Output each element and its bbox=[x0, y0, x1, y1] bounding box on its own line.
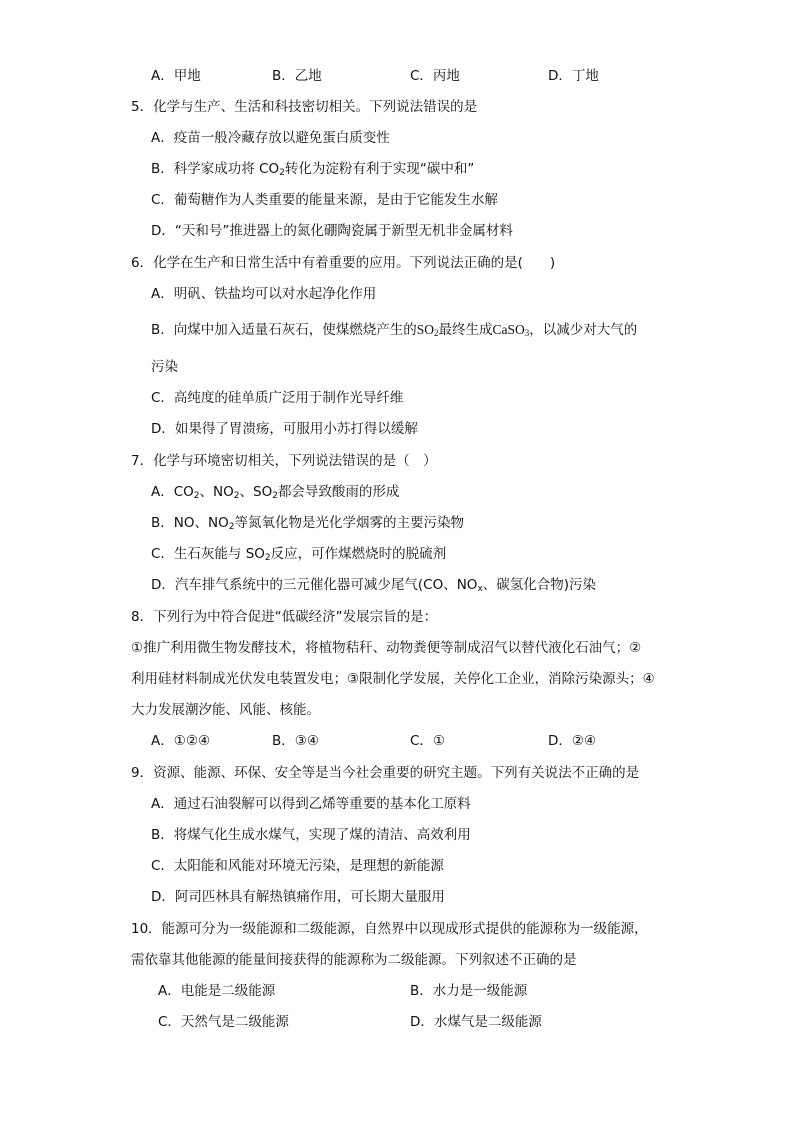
q7-option-a-text-3: 、SO bbox=[239, 484, 273, 500]
subscript: 2 bbox=[233, 491, 240, 501]
q5-option-d[interactable]: D．“天和号”推进器上的氮化硼陶瓷属于新型无机非金属材料 bbox=[151, 223, 513, 239]
q6-option-b-text-2: 最终生成 bbox=[438, 322, 493, 338]
subscript: 3 bbox=[524, 328, 530, 338]
q9-option-b[interactable]: B．将煤气化生成水煤气，实现了煤的清洁、高效利用 bbox=[151, 827, 471, 843]
q8-body-line-2: 利用硅材料制成光伏发电装置发电；③限制化学发展，关停化工企业，消除污染源头；④ bbox=[131, 671, 655, 687]
q7-option-a-text: A．CO bbox=[151, 484, 194, 500]
q6-option-b-continued: 污染 bbox=[151, 359, 178, 375]
q7-option-b-text-2: 等氮氧化物是光化学烟雾的主要污染物 bbox=[234, 515, 464, 531]
q8-body-line-1: ①推广利用微生物发酵技术，将植物秸秆、动物粪便等制成沼气以替代液化石油气；② bbox=[131, 640, 642, 656]
q6-option-b-text: B．向煤中加入适量石灰石，使煤燃烧产生的 bbox=[151, 322, 417, 338]
subscript: 2 bbox=[272, 491, 278, 501]
q10-option-a[interactable]: A．电能是二级能源 bbox=[158, 983, 276, 999]
formula-caso3 bbox=[493, 322, 530, 337]
subscript: 2 bbox=[193, 491, 200, 501]
q5-option-b-text-2: 转化为淀粉有利于实现“碳中和” bbox=[284, 161, 475, 177]
q6-option-d[interactable]: D．如果得了胃溃疡，可服用小苏打得以缓解 bbox=[151, 421, 418, 437]
q6-option-a[interactable]: A．明矾、铁盐均可以对水起净化作用 bbox=[151, 286, 377, 302]
q9-option-a[interactable]: A．通过石油裂解可以得到乙烯等重要的基本化工原料 bbox=[151, 796, 471, 812]
q5-option-b-text: B．科学家成功将 CO bbox=[151, 161, 280, 177]
q7-option-c[interactable] bbox=[151, 545, 446, 563]
subscript: 2 bbox=[264, 553, 271, 563]
subscript: x bbox=[477, 584, 483, 594]
q10-stem-line-1: 10．能源可分为一级能源和二级能源，自然界中以现成形式提供的能源称为一级能源， bbox=[131, 921, 648, 937]
q6-option-b[interactable] bbox=[151, 321, 637, 339]
q4-option-a[interactable]: A．甲地 bbox=[151, 68, 201, 84]
formula-text: CaSO bbox=[492, 322, 525, 337]
subscript: 2 bbox=[228, 522, 235, 532]
q7-option-c-text-2: 反应，可作煤燃烧时的脱硫剂 bbox=[270, 546, 447, 562]
q6-stem: 6．化学在生产和日常生活中有着重要的应用。下列说法正确的是( ) bbox=[131, 255, 556, 271]
q7-option-d[interactable] bbox=[151, 576, 596, 594]
q5-option-a[interactable]: A．疫苗一般冷藏存放以避免蛋白质变性 bbox=[151, 130, 390, 146]
subscript: 2 bbox=[279, 168, 285, 178]
subscript: 2 bbox=[434, 328, 439, 338]
q8-option-a[interactable]: A．①②④ bbox=[151, 733, 211, 749]
q8-option-b[interactable]: B．③④ bbox=[272, 733, 319, 749]
q9-stem: 9．资源、能源、环保、安全等是当今社会重要的研究主题。下列有关说法不正确的是 bbox=[131, 765, 640, 781]
q8-body-line-3: 大力发展潮汐能、风能、核能。 bbox=[131, 702, 320, 718]
q7-option-a-text-4: 都会导致酸雨的形成 bbox=[277, 484, 400, 500]
q5-stem: 5．化学与生产、生活和科技密切相关。下列说法错误的是 bbox=[131, 99, 478, 115]
q5-option-b[interactable] bbox=[151, 160, 474, 178]
q6-option-c[interactable]: C．高纯度的硅单质广泛用于制作光导纤维 bbox=[151, 390, 404, 406]
q8-option-d[interactable]: D．②④ bbox=[548, 733, 597, 749]
formula-so2 bbox=[417, 322, 439, 337]
q7-option-b[interactable] bbox=[151, 514, 464, 532]
q7-option-c-text: C．生石灰能与 SO bbox=[151, 546, 265, 562]
q7-stem: 7．化学与环境密切相关，下列说法错误的是（ ） bbox=[131, 453, 437, 469]
q7-option-b-text: B．NO、NO bbox=[151, 515, 229, 531]
q10-option-c[interactable]: C．天然气是二级能源 bbox=[158, 1014, 289, 1030]
q10-stem-line-2: 需依靠其他能源的能量间接获得的能源称为二级能源。下列叙述不正确的是 bbox=[131, 952, 577, 968]
q6-option-b-text-3: ，以减少对大气的 bbox=[529, 322, 638, 338]
q7-option-a[interactable] bbox=[151, 483, 399, 501]
q4-option-c[interactable]: C．丙地 bbox=[410, 68, 460, 84]
q4-option-b[interactable]: B．乙地 bbox=[272, 68, 322, 84]
q7-option-a-text-2: 、NO bbox=[199, 484, 234, 500]
q10-option-b[interactable]: B．水力是一级能源 bbox=[410, 983, 528, 999]
q7-option-d-text: D．汽车排气系统中的三元催化器可减少尾气(CO、NO bbox=[151, 577, 478, 593]
q10-option-d[interactable]: D．水煤气是二级能源 bbox=[410, 1014, 542, 1030]
formula-text: SO bbox=[416, 322, 435, 337]
q8-stem: 8．下列行为中符合促进“低碳经济”发展宗旨的是： bbox=[131, 609, 438, 625]
q7-option-d-text-2: 、碳氢化合物)污染 bbox=[482, 577, 597, 593]
q9-option-c[interactable]: C．太阳能和风能对环境无污染，是理想的新能源 bbox=[151, 858, 444, 874]
q8-option-c[interactable]: C．① bbox=[410, 733, 446, 749]
q5-option-c[interactable]: C．葡萄糖作为人类重要的能量来源，是由于它能发生水解 bbox=[151, 192, 498, 208]
q4-option-d[interactable]: D．丁地 bbox=[548, 68, 599, 84]
q9-option-d[interactable]: D．阿司匹林具有解热镇痛作用，可长期大量服用 bbox=[151, 889, 445, 905]
